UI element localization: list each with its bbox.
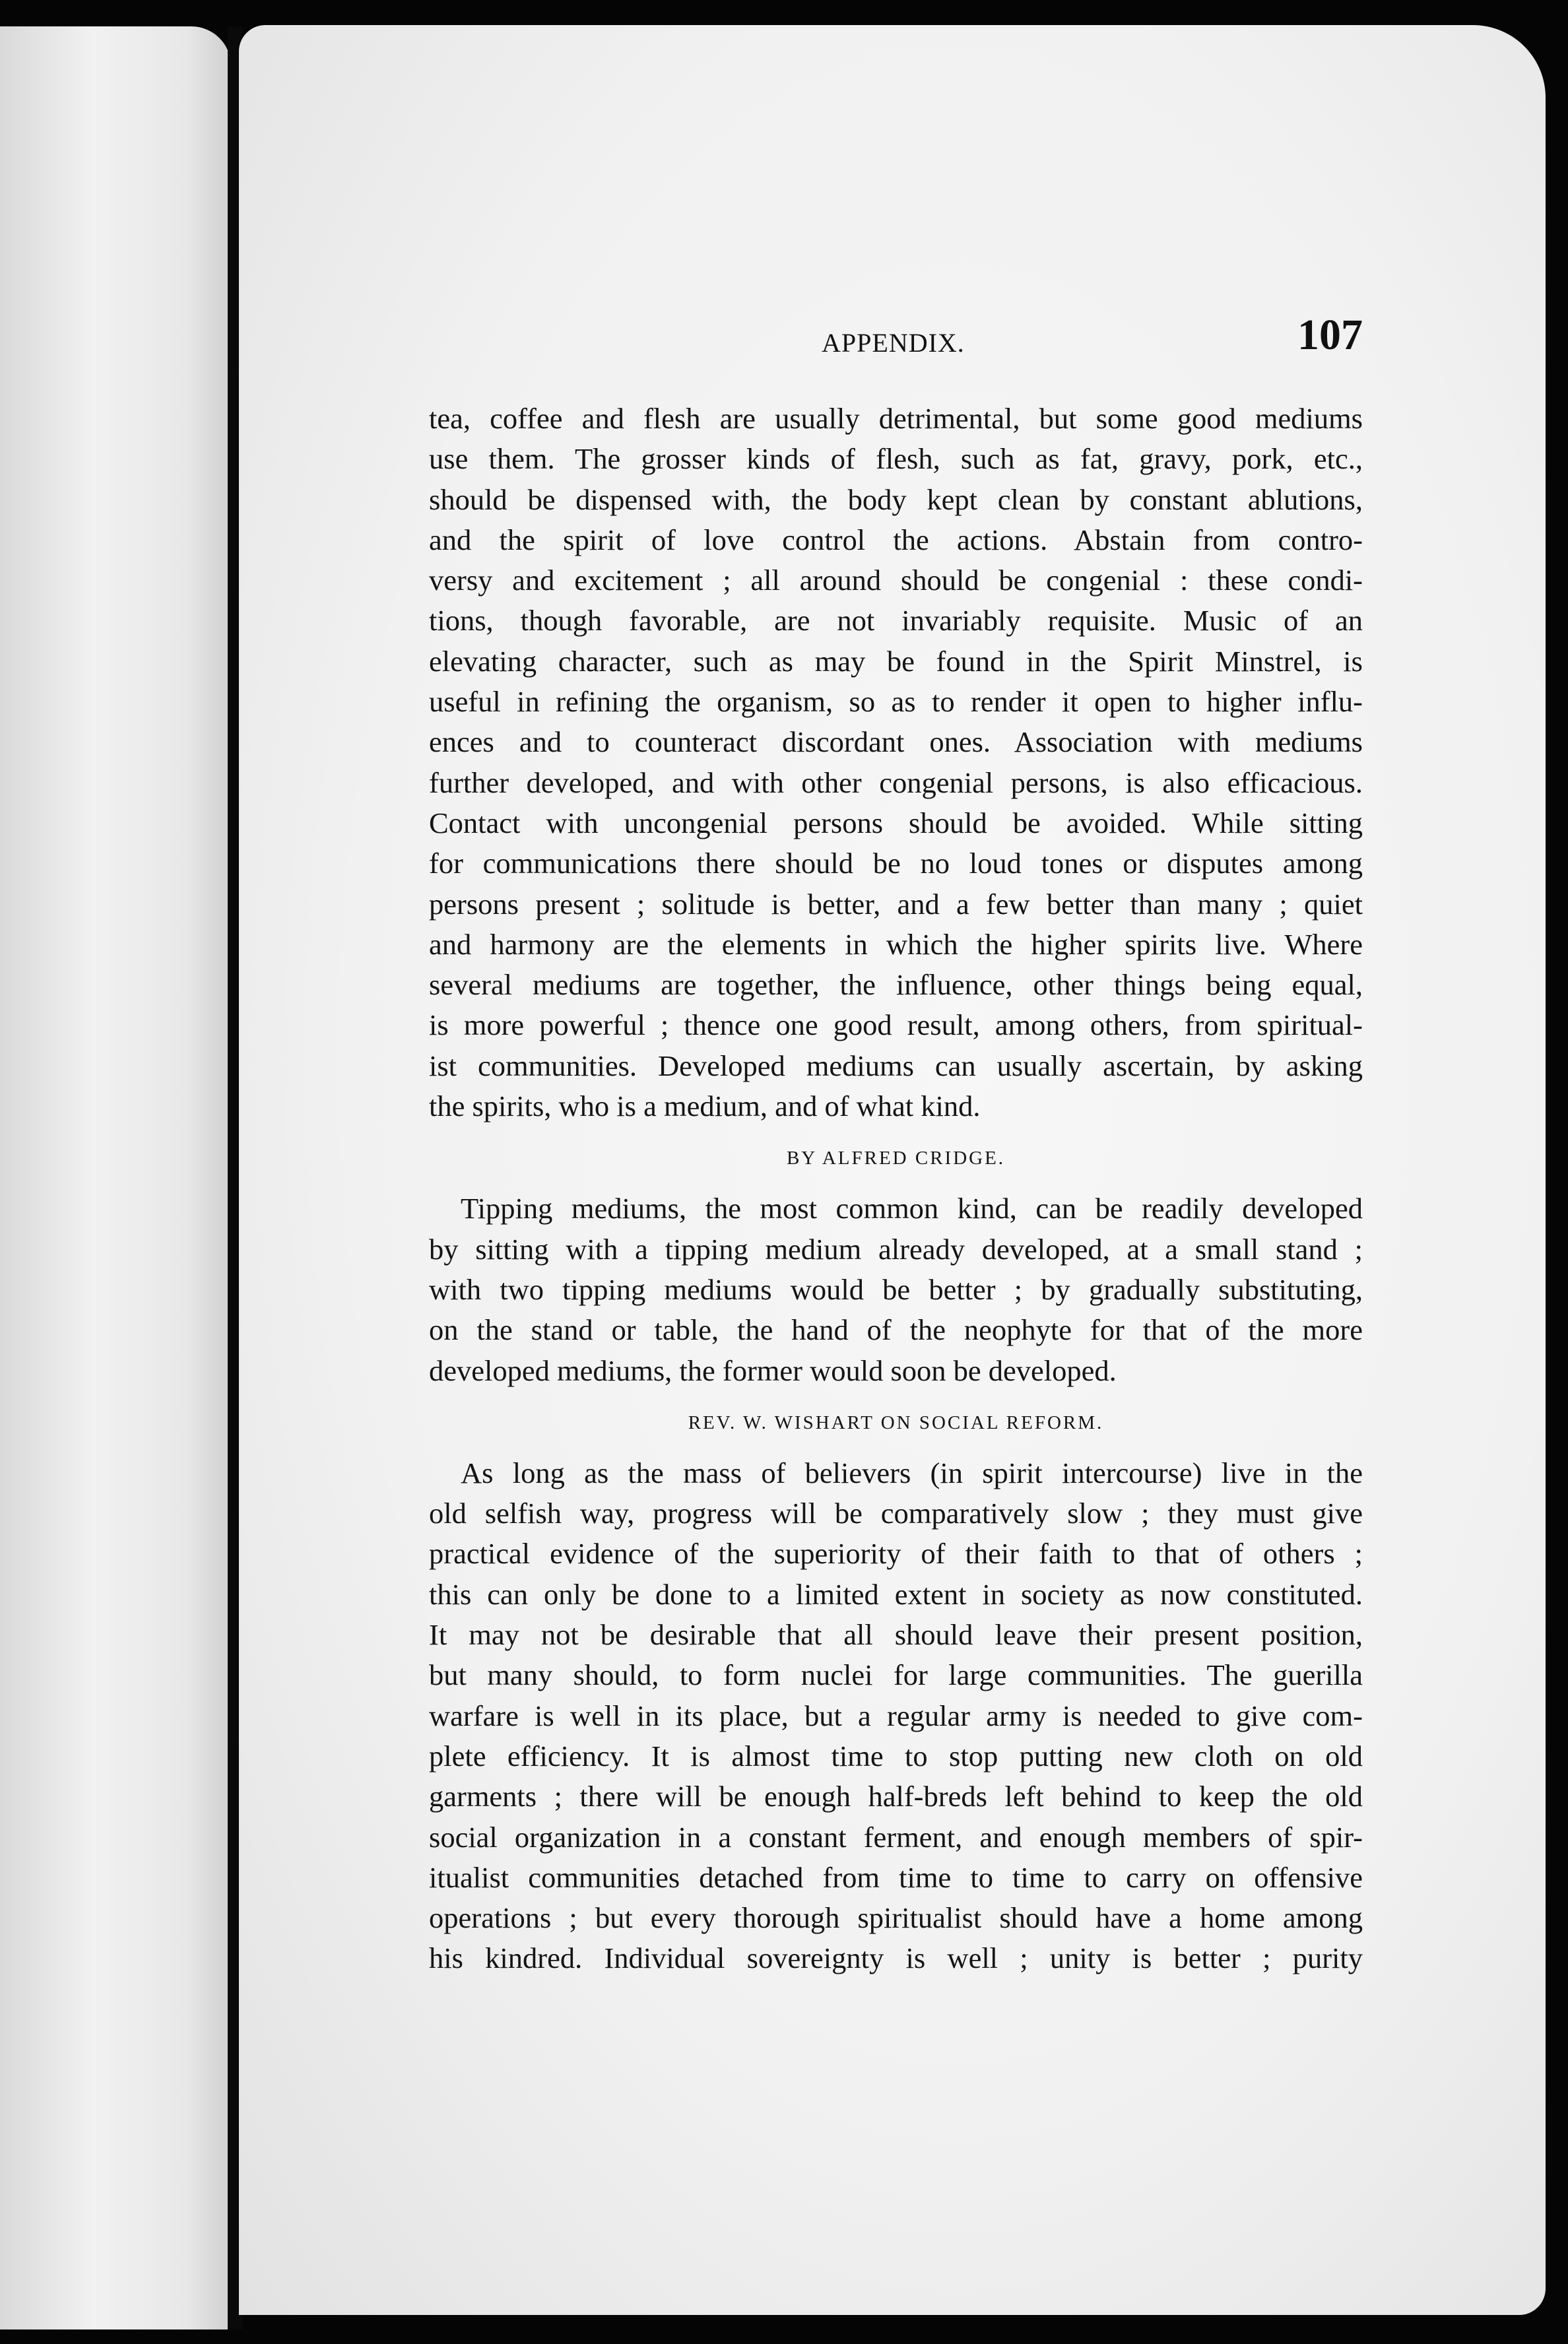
section-heading-wishart-social-reform: REV. W. WISHART ON SOCIAL REFORM. bbox=[688, 1412, 1104, 1433]
text-line: practical evidence of the superiority of their faith to that of others ; bbox=[429, 1537, 1363, 1571]
text-line: As long as the mass of believers (in spirit intercourse) live in the bbox=[461, 1456, 1363, 1489]
text-line: this can only be done to a limited extent in society as now constituted. bbox=[429, 1577, 1363, 1611]
text-line: tea, coffee and flesh are usually detrimental, but some good mediums bbox=[429, 402, 1363, 435]
text-line: is more powerful ; thence one good result, among others, from spiritual- bbox=[429, 1008, 1363, 1042]
text-line: persons present ; solitude is better, and a few better than many ; quiet bbox=[429, 887, 1363, 921]
text-line: useful in refining the organism, so as to render it open to higher influ- bbox=[429, 685, 1363, 719]
text-line: use them. The grosser kinds of flesh, such as fat, gravy, pork, etc., bbox=[429, 442, 1363, 476]
text-line: should be dispensed with, the body kept clean by constant ablutions, bbox=[429, 482, 1363, 516]
text-line: old selfish way, progress will be comparatively slow ; they must give bbox=[429, 1497, 1363, 1530]
text-line: garments ; there will be enough half-breds left behind to keep the old bbox=[429, 1780, 1363, 1813]
text-line: Tipping mediums, the most common kind, can be readily developed bbox=[461, 1192, 1363, 1225]
text-line: operations ; but every thorough spiritualist should have a home among bbox=[429, 1901, 1363, 1935]
text-line: versy and excitement ; all around should be congenial : these condi- bbox=[429, 564, 1363, 597]
running-head: APPENDIX. bbox=[822, 328, 965, 358]
text-line: the spirits, who is a medium, and of what kind. bbox=[429, 1090, 981, 1123]
page-body bbox=[429, 399, 1363, 1979]
text-line: It may not be desirable that all should leave their present position, bbox=[429, 1618, 1363, 1652]
text-line: tions, though favorable, are not invariably requisite. Music of an bbox=[429, 604, 1363, 637]
text-line: and the spirit of love control the actions. Abstain from contro- bbox=[429, 523, 1363, 556]
text-line: Contact with uncongenial persons should be avoided. While sitting bbox=[429, 806, 1363, 839]
text-line: with two tipping mediums would be better ; by gradually substituting, bbox=[429, 1272, 1363, 1306]
text-line: itualist communities detached from time to time to carry on offensive bbox=[429, 1860, 1363, 1894]
paragraph-tipping-mediums bbox=[429, 1188, 1363, 1390]
text-line: by sitting with a tipping medium already developed, at a small stand ; bbox=[429, 1232, 1363, 1266]
page-header bbox=[429, 310, 1363, 370]
text-line: further developed, and with other congenial persons, is also efficacious. bbox=[429, 765, 1363, 799]
section-heading-alfred-cridge: BY ALFRED CRIDGE. bbox=[786, 1148, 1006, 1169]
text-line: ist communities. Developed mediums can usually ascertain, by asking bbox=[429, 1049, 1363, 1082]
text-line: several mediums are together, the influence, other things being equal, bbox=[429, 968, 1363, 1002]
text-line: social organization in a constant ferment, and enough members of spir- bbox=[429, 1820, 1363, 1854]
text-line: plete efficiency. It is almost time to stop putting new cloth on old bbox=[429, 1739, 1363, 1773]
text-line: his kindred. Individual sovereignty is well ; unity is better ; purity bbox=[429, 1941, 1363, 1975]
paragraph-diet-conditions bbox=[429, 399, 1363, 1126]
text-line: warfare is well in its place, but a regular army is needed to give com- bbox=[429, 1699, 1363, 1732]
page-number: 107 bbox=[1297, 311, 1363, 359]
text-line: on the stand or table, the hand of the neophyte for that of the more bbox=[429, 1313, 1363, 1347]
paragraph-social-reform bbox=[429, 1453, 1363, 1979]
text-line: for communications there should be no loud tones or disputes among bbox=[429, 847, 1363, 880]
left-page-edge bbox=[0, 26, 231, 2329]
text-line: developed mediums, the former would soon be developed. bbox=[429, 1353, 1117, 1387]
text-line: ences and to counteract discordant ones. Association with mediums bbox=[429, 725, 1363, 759]
text-line: elevating character, such as may be found in the Spirit Minstrel, is bbox=[429, 644, 1363, 678]
text-line: and harmony are the elements in which the higher spirits live. Where bbox=[429, 927, 1363, 961]
text-line: but many should, to form nuclei for large communities. The guerilla bbox=[429, 1658, 1363, 1692]
